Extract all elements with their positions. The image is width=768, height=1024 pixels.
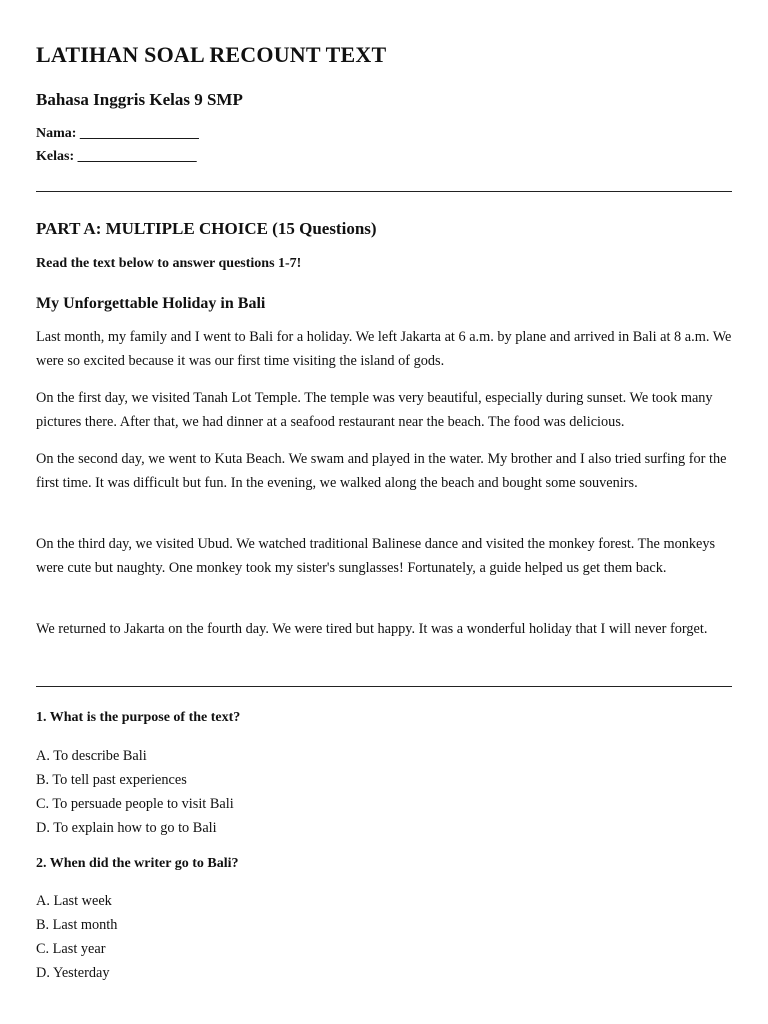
- question-2: 2. When did the writer go to Bali?: [36, 856, 239, 871]
- question-2-option-d: D. Yesterday: [36, 965, 110, 981]
- story-paragraph: Last month, my family and I went to Bali for a holiday. We left Jakarta at 6 a.m. by plane and arrived in Bali at 8 a.m. We were so excited because it was our first time visiting the island of gods.: [36, 329, 732, 369]
- section-divider: [36, 191, 732, 192]
- page-title: LATIHAN SOAL RECOUNT TEXT: [36, 42, 387, 67]
- question-1: 1. What is the purpose of the text?: [36, 710, 241, 725]
- question-1-option-a: A. To describe Bali: [36, 748, 147, 764]
- story-title: My Unforgettable Holiday in Bali: [36, 295, 266, 312]
- story-paragraph: We returned to Jakarta on the fourth day. We were tired but happy. It was a wonderful holiday that I will never forget.: [36, 621, 708, 637]
- story-paragraph: On the third day, we visited Ubud. We watched traditional Balinese dance and visited the monkey forest. The monkeys were cute but naughty. One monkey took my sister's sunglasses! Fortunately, a guide helped us get them back.: [36, 536, 716, 576]
- question-2-option-a: A. Last week: [36, 893, 112, 909]
- question-1-option-c: C. To persuade people to visit Bali: [36, 796, 234, 812]
- class-field: Kelas: _________________: [36, 149, 197, 164]
- section-divider: [36, 686, 732, 687]
- name-field: Nama: _________________: [36, 126, 199, 141]
- story-paragraph: On the first day, we visited Tanah Lot Temple. The temple was very beautiful, especially during sunset. We took many pictures there. After that, we had dinner at a seafood restaurant near the beach. The food was delicious.: [36, 390, 713, 430]
- question-1-option-d: D. To explain how to go to Bali: [36, 820, 217, 836]
- part-a-title: PART A: MULTIPLE CHOICE (15 Questions): [36, 219, 377, 238]
- page-subtitle: Bahasa Inggris Kelas 9 SMP: [36, 90, 243, 109]
- part-a-instruction: Read the text below to answer questions 1-7!: [36, 256, 302, 271]
- question-2-option-c: C. Last year: [36, 941, 106, 957]
- question-2-option-b: B. Last month: [36, 917, 118, 933]
- question-1-option-b: B. To tell past experiences: [36, 772, 187, 788]
- story-paragraph: On the second day, we went to Kuta Beach. We swam and played in the water. My brother and I also tried surfing for the first time. It was difficult but fun. In the evening, we walked along the beach and bought some souvenirs.: [36, 451, 727, 491]
